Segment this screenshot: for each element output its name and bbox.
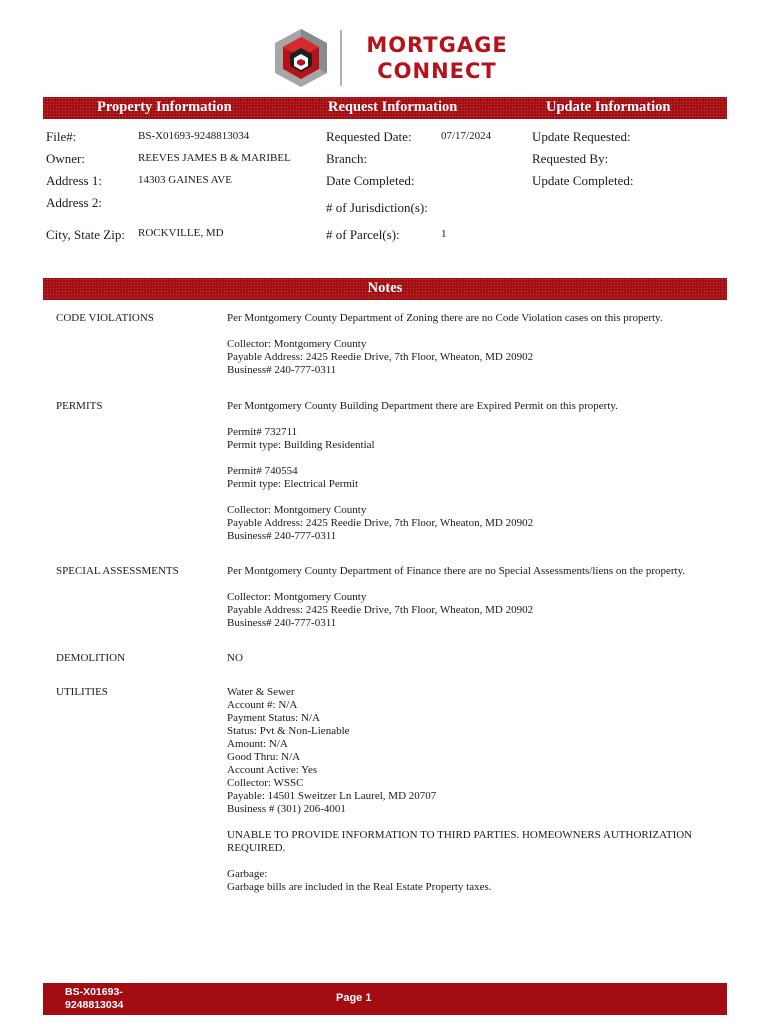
update-completed-label: Update Completed: [532,173,634,188]
special-assessments-body [227,565,727,643]
utilities-key: UTILITIES [56,686,108,698]
utilities-garbage: Garbage: Garbage bills are included in the Real Estate Property taxes. [227,868,492,893]
notes-heading: Notes [367,280,403,296]
code-violations-collector: Collector: Montgomery County Payable Address: 2425 Reedie Drive, 7th Floor, Wheaton, MD 20902 Business# 240-777-0311 [227,338,534,376]
update-information-heading: Update Information [546,99,671,115]
branch-label: Branch: [326,151,368,166]
parcels-value: 1 [441,228,447,240]
owner-label: Owner: [46,151,85,166]
permits-collector: Collector: Montgomery County Payable Address: 2425 Reedie Drive, 7th Floor, Wheaton, MD 20902 Business# 240-777-0311 [227,504,534,542]
date-completed-label: Date Completed: [326,173,415,188]
permits-body [227,400,727,556]
city-state-zip-value: ROCKVILLE, MD [138,227,224,239]
footer-file-line-2: 9248813034 [65,999,124,1011]
parcels-label: # of Parcel(s): [326,227,400,242]
city-state-zip-label: City, State Zip: [46,227,125,242]
address1-value: 14303 GAINES AVE [138,174,232,186]
logo-line-2: CONNECT [377,59,497,83]
code-violations-text: Per Montgomery County Department of Zoning there are no Code Violation cases on this property. [227,312,663,324]
demolition-body [227,652,727,678]
permits-text: Per Montgomery County Building Department there are Expired Permit on this property. [227,400,618,412]
logo-hexagon-icon [272,28,330,88]
code-violations-body [227,312,727,390]
mortgage-connect-logo [272,28,522,88]
file-value: BS-X01693-9248813034 [138,130,250,142]
utilities-body [227,686,727,907]
logo-wordmark [352,32,522,84]
update-requested-label: Update Requested: [532,129,631,144]
address2-label: Address 2: [46,195,102,210]
logo-line-1: MORTGAGE [366,33,508,57]
footer-file-number [65,986,123,1012]
footer-file-line-1: BS-X01693- [65,986,123,998]
special-assessments-key: SPECIAL ASSESSMENTS [56,565,179,577]
special-assessments-text: Per Montgomery County Department of Finance there are no Special Assessments/liens on the property. [227,565,686,577]
special-assessments-collector: Collector: Montgomery County Payable Address: 2425 Reedie Drive, 7th Floor, Wheaton, MD 20902 Business# 240-777-0311 [227,591,534,629]
jurisdictions-label: # of Jurisdiction(s): [326,200,428,215]
owner-value: REEVES JAMES B & MARIBEL [138,152,291,164]
utilities-water-sewer: Water & Sewer Account #: N/A Payment Status: N/A Status: Pvt & Non-Lienable Amount: N/A Good Thru: N/A Account Active: Yes Collector: WSSC Payable: 14501 Sweitzer Ln Laurel, MD 20707 Business # (301) 206-4001 [227,686,437,815]
page-number: Page 1 [336,992,372,1004]
demolition-key: DEMOLITION [56,652,126,664]
permits-key: PERMITS [56,400,103,412]
requested-date-label: Requested Date: [326,129,412,144]
requested-date-value: 07/17/2024 [441,130,492,142]
request-information-heading: Request Information [328,99,458,115]
permit-1: Permit# 732711 Permit type: Building Residential [227,426,375,451]
demolition-text: NO [227,652,243,664]
file-label: File#: [46,129,77,144]
notes-header-bar [43,278,727,300]
code-violations-key: CODE VIOLATIONS [56,312,154,324]
permit-2: Permit# 740554 Permit type: Electrical Permit [227,465,359,490]
page-footer [43,983,727,1015]
info-header-bar [43,97,727,119]
address1-label: Address 1: [46,173,102,188]
utilities-authorization-notice: UNABLE TO PROVIDE INFORMATION TO THIRD PARTIES. HOMEOWNERS AUTHORIZATION REQUIRED. [227,829,693,854]
requested-by-label: Requested By: [532,151,609,166]
logo-divider [340,30,342,86]
property-information-heading: Property Information [97,99,232,115]
